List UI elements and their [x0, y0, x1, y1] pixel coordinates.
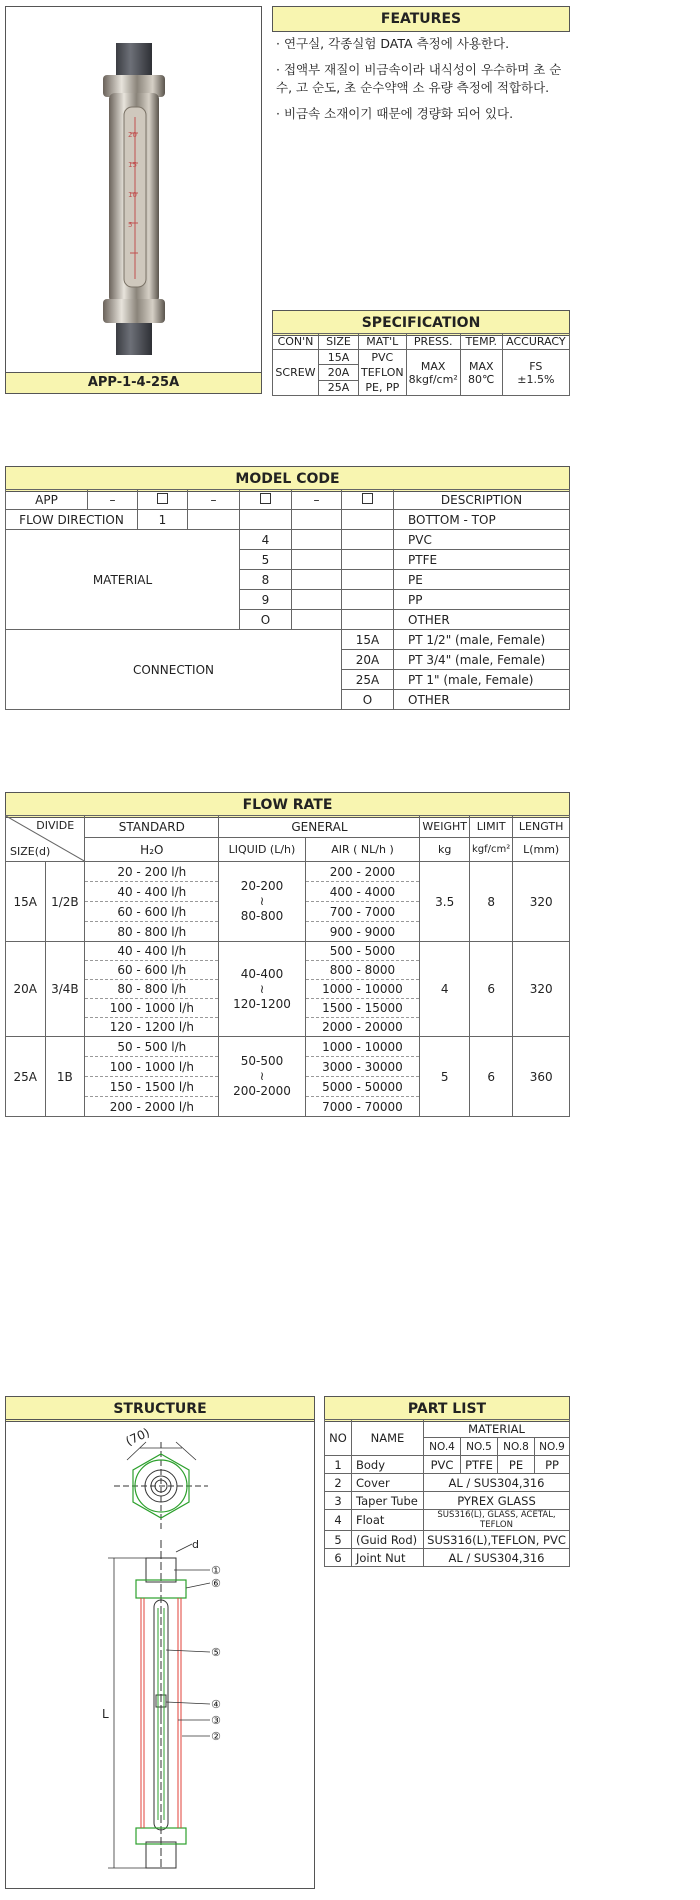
fr-length: LENGTH	[513, 816, 570, 838]
flow-rate-table	[5, 815, 570, 1117]
fr-liq-a: 40-400	[240, 966, 284, 981]
callout-6: ⑥	[211, 1577, 221, 1590]
fr-std: 80 - 800 l/h	[85, 980, 219, 999]
specification-title: SPECIFICATION	[272, 310, 570, 336]
spec-header: PRESS.	[406, 334, 460, 350]
fr-size: 15A	[6, 862, 46, 942]
pl-name: Body	[352, 1456, 424, 1474]
fr-air-val: 500 - 5000	[305, 942, 420, 961]
spec-temp-value: 80℃	[468, 372, 495, 386]
fr-liq-b: 80-800	[240, 909, 284, 923]
fr-length-val: 360	[513, 1037, 570, 1117]
fr-size: 20A	[6, 942, 46, 1037]
spec-press-label: MAX	[420, 359, 446, 373]
pl-sub: NO.8	[498, 1438, 535, 1456]
structure-panel	[5, 1419, 315, 1889]
spec-accuracy	[502, 350, 569, 396]
fr-std: 50 - 500 l/h	[85, 1037, 219, 1057]
mc-material-desc: OTHER	[394, 610, 570, 630]
fr-limit-val: 6	[470, 1037, 513, 1117]
spec-header: ACCURACY	[502, 334, 569, 350]
mc-connection-desc: PT 3/4" (male, Female)	[394, 650, 570, 670]
pl-head-material: MATERIAL	[424, 1420, 570, 1438]
pl-name: Taper Tube	[352, 1492, 424, 1510]
mc-head-box	[342, 490, 394, 510]
callout-2: ②	[211, 1730, 221, 1743]
fr-divide: DIVIDE	[36, 819, 75, 832]
fr-limit-val: 8	[470, 862, 513, 942]
fr-weight-val: 4	[420, 942, 470, 1037]
mc-connection-code: O	[342, 690, 394, 710]
spec-press-value: 8kgf/cm²	[408, 372, 458, 386]
spec-accuracy-label: FS	[529, 359, 543, 373]
mc-head-desc: DESCRIPTION	[394, 490, 570, 510]
square-icon	[157, 493, 168, 504]
mc-material-code: 4	[240, 530, 292, 550]
spec-matl-item: PE, PP	[365, 381, 400, 394]
pl-sub: NO.5	[461, 1438, 498, 1456]
mc-flow-desc: BOTTOM - TOP	[394, 510, 570, 530]
mc-material-code: 8	[240, 570, 292, 590]
fr-air-val: 5000 - 50000	[305, 1077, 420, 1097]
product-photo-panel	[5, 6, 262, 394]
spec-header: SIZE	[319, 334, 359, 350]
spec-press	[406, 350, 460, 396]
mc-head-dash: –	[188, 490, 240, 510]
pl-sub: NO.4	[424, 1438, 461, 1456]
square-icon	[362, 493, 373, 504]
fr-air-val: 800 - 8000	[305, 961, 420, 980]
fr-liq-a: 50-500	[240, 1054, 284, 1068]
mc-material-code: O	[240, 610, 292, 630]
pl-name: Cover	[352, 1474, 424, 1492]
fr-weight-val: 3.5	[420, 862, 470, 942]
fr-std: 20 - 200 l/h	[85, 862, 219, 882]
mc-flow-label: FLOW DIRECTION	[6, 510, 138, 530]
fr-liq-a: 20-200	[240, 879, 284, 893]
pl-name: (Guid Rod)	[352, 1531, 424, 1549]
spec-temp	[460, 350, 502, 396]
mc-connection-desc: PT 1/2" (male, Female)	[394, 630, 570, 650]
pl-head-no: NO	[325, 1420, 352, 1456]
features-list	[276, 35, 570, 131]
pl-no: 5	[325, 1531, 352, 1549]
fr-std: 100 - 1000 l/h	[85, 999, 219, 1018]
fr-liq-b: 200-2000	[233, 1084, 291, 1098]
pl-name: Joint Nut	[352, 1549, 424, 1567]
fr-length-val: 320	[513, 862, 570, 942]
callout-1: ①	[211, 1564, 221, 1577]
pl-span: PYREX GLASS	[424, 1492, 570, 1510]
pl-cell: PVC	[424, 1456, 461, 1474]
fr-liquid: LIQUID (L/h)	[219, 838, 305, 862]
part-list-table	[324, 1419, 570, 1567]
fr-liq-sep: ≀	[259, 981, 265, 996]
fr-liquid-range	[219, 942, 305, 1037]
mc-material-code: 5	[240, 550, 292, 570]
spec-matl-item: TEFLON	[361, 366, 404, 379]
fr-std: 40 - 400 l/h	[85, 942, 219, 961]
pl-cell: PE	[498, 1456, 535, 1474]
fr-std: 120 - 1200 l/h	[85, 1018, 219, 1037]
fr-kg: kg	[420, 838, 470, 862]
fr-air-val: 900 - 9000	[305, 922, 420, 942]
mc-flow-code: 1	[138, 510, 188, 530]
fr-general: GENERAL	[219, 816, 420, 838]
model-code-title: MODEL CODE	[5, 466, 570, 492]
callout-4: ④	[211, 1698, 221, 1711]
fr-liq-sep: ≀	[259, 1069, 265, 1083]
spec-size: 25A	[319, 380, 359, 395]
pl-sub: NO.9	[535, 1438, 570, 1456]
pl-span: SUS316(L),TEFLON, PVC	[424, 1531, 570, 1549]
product-caption: APP-1-4-25A	[5, 372, 262, 394]
fr-size: 25A	[6, 1037, 46, 1117]
fr-lmm: L(mm)	[513, 838, 570, 862]
callout-5: ⑤	[211, 1646, 221, 1659]
pl-span: AL / SUS304,316	[424, 1549, 570, 1567]
pl-no: 3	[325, 1492, 352, 1510]
fr-inch: 3/4B	[45, 942, 85, 1037]
model-code-table	[5, 489, 570, 710]
fr-kgf: kgf/cm²	[470, 838, 513, 862]
scale-label: 15	[128, 161, 137, 169]
scale-label: 5	[128, 221, 133, 229]
flow-rate-title: FLOW RATE	[5, 792, 570, 818]
fr-std: 60 - 600 l/h	[85, 961, 219, 980]
flowmeter-photo	[6, 7, 261, 373]
mc-head-box	[138, 490, 188, 510]
fr-air-val: 2000 - 20000	[305, 1018, 420, 1037]
fr-weight: WEIGHT	[420, 816, 470, 838]
spec-matl-item: PVC	[371, 351, 394, 364]
fr-std: 40 - 400 l/h	[85, 882, 219, 902]
square-icon	[260, 493, 271, 504]
structure-drawing	[6, 1420, 314, 1888]
fr-air-val: 7000 - 70000	[305, 1097, 420, 1117]
pl-span: AL / SUS304,316	[424, 1474, 570, 1492]
specification-table	[272, 333, 570, 396]
spec-header: TEMP.	[460, 334, 502, 350]
dim-70: (70)	[123, 1425, 152, 1449]
pl-span: SUS316(L), GLASS, ACETAL, TEFLON	[424, 1510, 570, 1531]
feature-item: · 접액부 재질이 비금속이라 내식성이 우수하며 초 순수, 고 순도, 초 순수약액 소 유량 측정에 적합하다.	[276, 62, 562, 95]
fr-limit-val: 6	[470, 942, 513, 1037]
fr-std: 100 - 1000 l/h	[85, 1057, 219, 1077]
callout-3: ③	[211, 1714, 221, 1727]
pl-name: Float	[352, 1510, 424, 1531]
mc-connection-code: 25A	[342, 670, 394, 690]
scale-label: 10	[128, 191, 137, 199]
spec-matl	[359, 350, 407, 396]
dim-L: L	[102, 1707, 109, 1721]
fr-length-val: 320	[513, 942, 570, 1037]
pl-head-name: NAME	[352, 1420, 424, 1456]
fr-air-val: 400 - 4000	[305, 882, 420, 902]
pl-no: 1	[325, 1456, 352, 1474]
fr-liquid-range	[219, 862, 305, 942]
fr-inch: 1B	[45, 1037, 85, 1117]
fr-standard: STANDARD	[85, 816, 219, 838]
dim-d: d	[192, 1538, 199, 1551]
scale-label: 20	[128, 131, 137, 139]
feature-item: · 비금속 소재이기 때문에 경량화 되어 있다.	[276, 106, 514, 121]
fr-liq-sep: ≀	[259, 894, 265, 908]
mc-connection-desc: PT 1" (male, Female)	[394, 670, 570, 690]
part-list-title: PART LIST	[324, 1396, 570, 1422]
feature-item: · 연구실, 각종실험 DATA 측정에 사용한다.	[276, 36, 510, 51]
spec-temp-label: MAX	[468, 359, 494, 373]
spec-size: 20A	[319, 365, 359, 380]
spec-conn: SCREW	[273, 350, 319, 396]
fr-limit: LIMIT	[470, 816, 513, 838]
fr-liquid-range	[219, 1037, 305, 1117]
fr-divide-cell	[6, 816, 85, 862]
fr-std: 150 - 1500 l/h	[85, 1077, 219, 1097]
mc-head-dash: –	[292, 490, 342, 510]
pl-no: 2	[325, 1474, 352, 1492]
mc-material-desc: PVC	[394, 530, 570, 550]
fr-air-val: 700 - 7000	[305, 902, 420, 922]
spec-header: MAT'L	[359, 334, 407, 350]
mc-connection-label: CONNECTION	[6, 630, 342, 710]
features-title: FEATURES	[272, 6, 570, 32]
fr-weight-val: 5	[420, 1037, 470, 1117]
mc-connection-code: 20A	[342, 650, 394, 670]
structure-title: STRUCTURE	[5, 1396, 315, 1422]
mc-material-label: MATERIAL	[6, 530, 240, 630]
spec-accuracy-value: ±1.5%	[517, 372, 555, 386]
spec-size: 15A	[319, 350, 359, 365]
mc-material-desc: PP	[394, 590, 570, 610]
pl-cell: PTFE	[461, 1456, 498, 1474]
spec-header: CON'N	[273, 334, 319, 350]
mc-head-dash: –	[88, 490, 138, 510]
mc-material-code: 9	[240, 590, 292, 610]
pl-no: 6	[325, 1549, 352, 1567]
fr-air: AIR ( NL/h )	[305, 838, 420, 862]
fr-std: 60 - 600 l/h	[85, 902, 219, 922]
fr-air-val: 3000 - 30000	[305, 1057, 420, 1077]
fr-liq-b: 120-1200	[233, 996, 291, 1011]
fr-std: 80 - 800 l/h	[85, 922, 219, 942]
mc-connection-desc: OTHER	[394, 690, 570, 710]
fr-air-val: 200 - 2000	[305, 862, 420, 882]
mc-material-desc: PTFE	[394, 550, 570, 570]
fr-std: 200 - 2000 l/h	[85, 1097, 219, 1117]
mc-material-desc: PE	[394, 570, 570, 590]
fr-size-d: SIZE(d)	[10, 845, 51, 858]
pl-cell: PP	[535, 1456, 570, 1474]
mc-head-box	[240, 490, 292, 510]
fr-inch: 1/2B	[45, 862, 85, 942]
fr-h2o: H₂O	[85, 838, 219, 862]
pl-no: 4	[325, 1510, 352, 1531]
fr-air-val: 1500 - 15000	[305, 999, 420, 1018]
fr-air-val: 1000 - 10000	[305, 1037, 420, 1057]
mc-connection-code: 15A	[342, 630, 394, 650]
fr-air-val: 1000 - 10000	[305, 980, 420, 999]
mc-head-app: APP	[6, 490, 88, 510]
